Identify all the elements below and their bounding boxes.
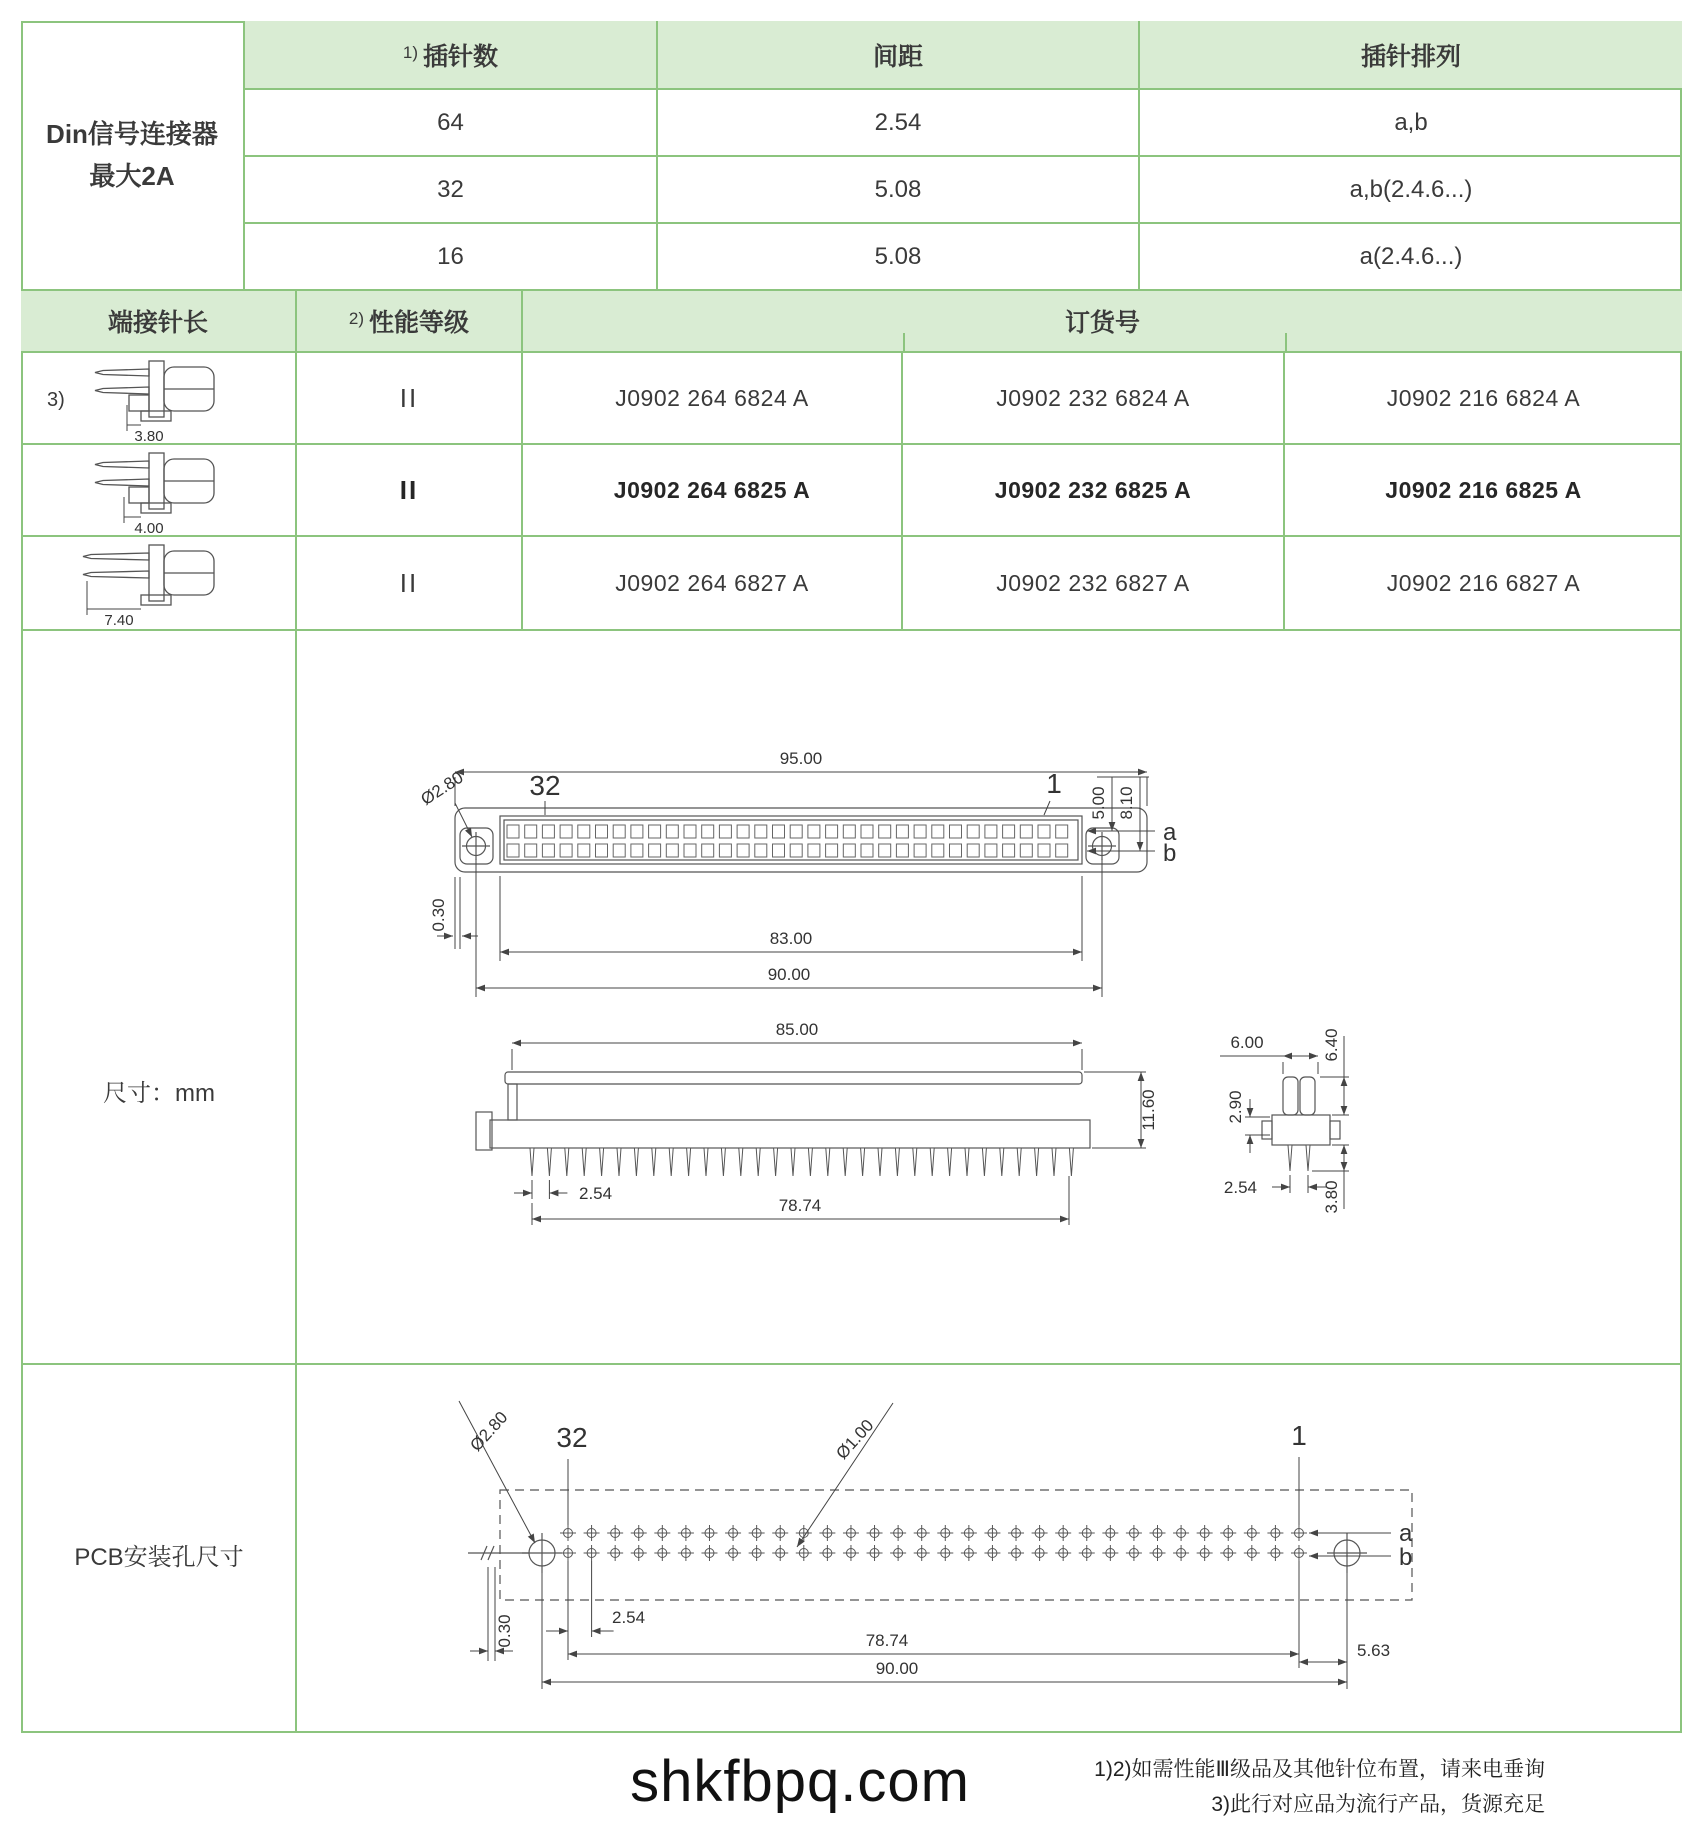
dim-6: 6.00 [1230, 1033, 1264, 1052]
grade-cell-1: II [297, 353, 523, 445]
order-64-row3: J0902 264 6827 A [523, 537, 903, 631]
pcb-dim-2-54: 2.54 [612, 1608, 646, 1627]
label-row-b: b [1163, 840, 1177, 867]
arrange-16: a(2.4.6...) [1140, 224, 1682, 291]
header-pin-length: 端接针长 [21, 291, 297, 353]
pcb-label: PCB安装孔尺寸 [74, 1544, 244, 1571]
end-view [1262, 1077, 1340, 1171]
dim-83: 83.00 [769, 929, 813, 948]
contact-row-b [507, 844, 1068, 857]
label-pin1: 1 [1046, 768, 1062, 799]
pcb-dim-90: 90.00 [875, 1659, 919, 1678]
pcb-label-pin1: 1 [1291, 1420, 1307, 1451]
header-pitch: 间距 [658, 21, 1140, 90]
order-32-row2: J0902 232 6825 A [903, 445, 1285, 537]
order-64-row2: J0902 264 6825 A [523, 445, 903, 537]
dim-2-90: 2.90 [1226, 1090, 1245, 1124]
pin-length-icon-4.00 [77, 445, 252, 537]
contact-row-a [507, 825, 1068, 838]
pcb-label-row-b: b [1399, 1544, 1413, 1571]
pcb-geometry [468, 1490, 1412, 1600]
dim-hole-dia: Ø2.80 [417, 767, 467, 809]
pin-length-cell-1 [21, 353, 297, 445]
dim-85: 85.00 [775, 1020, 819, 1039]
pitch-64: 2.54 [658, 90, 1140, 157]
grade-cell-2: II [297, 445, 523, 537]
pcb-dim-5-63: 5.63 [1357, 1641, 1391, 1660]
pcb-hole-row-b [560, 1545, 1307, 1561]
product-name: Din信号连接器 [46, 119, 218, 149]
label-pin32: 32 [529, 770, 561, 801]
dim-78-74: 78.74 [778, 1196, 822, 1215]
pcb-dims [459, 1401, 1391, 1689]
icon-dim-label: 4.00 [134, 520, 164, 537]
dim-8-10: 8.10 [1117, 786, 1136, 820]
header-divider-2 [1285, 333, 1287, 353]
grade-cell-3: II [297, 537, 523, 631]
header-pin-count: $^{1)}$ 插针数 [245, 21, 658, 90]
dim-end-pitch: 2.54 [1223, 1178, 1257, 1197]
product-title-cell [21, 21, 245, 291]
label-row-a: a [1163, 819, 1177, 846]
dim-0-30: 0.30 [429, 898, 448, 932]
pcb-dim-0-30: 0.30 [495, 1614, 514, 1648]
product-rating: 最大2A [89, 161, 175, 191]
dim-side-pitch: 2.54 [579, 1184, 613, 1203]
pins-32: 32 [245, 157, 658, 224]
pins-16: 16 [245, 224, 658, 291]
arrange-64: a,b [1140, 90, 1682, 157]
order-32-row3: J0902 232 6827 A [903, 537, 1285, 631]
dims-label-cell [21, 631, 297, 1365]
dim-95: 95.00 [779, 749, 823, 768]
footnotes [1094, 1752, 1545, 1822]
footnote-ref-3: 3) [47, 389, 65, 411]
header-divider-1 [903, 333, 905, 353]
pcb-label-pin32: 32 [556, 1422, 588, 1453]
order-16-row2: J0902 216 6825 A [1285, 445, 1682, 537]
pcb-dim-78-74: 78.74 [865, 1631, 909, 1650]
pin-row [530, 1148, 1073, 1176]
pins-64: 64 [245, 90, 658, 157]
dim-11-60: 11.60 [1139, 1089, 1158, 1131]
order-16-row1: J0902 216 6824 A [1285, 353, 1682, 445]
header-order-number: 订货号 [523, 291, 1682, 353]
pcb-label-row-a: a [1399, 1520, 1413, 1547]
pcb-dim-hole-dia: Ø2.80 [466, 1407, 512, 1455]
pcb-label-cell [21, 1365, 297, 1733]
arrange-32: a,b(2.4.6...) [1140, 157, 1682, 224]
front-view [455, 808, 1147, 872]
order-32-row1: J0902 232 6824 A [903, 353, 1285, 445]
header-grade: $^{2)}$ 性能等级 [297, 291, 523, 353]
icon-dim-label: 7.40 [104, 612, 134, 629]
footnote-1: 1)2)如需性能Ⅲ级品及其他针位布置，请来电垂询 [1094, 1758, 1545, 1781]
pin-length-icon-3.80 [77, 353, 252, 445]
pitch-16: 5.08 [658, 224, 1140, 291]
side-view [476, 1072, 1090, 1176]
header-arrangement: 插针排列 [1140, 21, 1682, 90]
dim-5: 5.00 [1089, 786, 1108, 820]
footnote-ref-2: 2) [348, 309, 365, 328]
footnote-2: 3)此行对应品为流行产品，货源充足 [1211, 1793, 1545, 1816]
pin-length-icon-7.40 [77, 537, 252, 629]
order-16-row3: J0902 216 6827 A [1285, 537, 1682, 631]
footnote-ref-1: 1) [402, 42, 419, 62]
icon-dim-label: 3.80 [134, 428, 164, 445]
dim-90: 90.00 [767, 965, 811, 984]
pitch-32: 5.08 [658, 157, 1140, 224]
dim-6-40: 6.40 [1322, 1028, 1341, 1062]
dimension-drawings [297, 631, 1682, 1365]
pin-length-cell-2 [21, 445, 297, 537]
dims-label: 尺寸：mm [103, 1080, 215, 1107]
pcb-drawing [297, 1365, 1682, 1733]
website-link[interactable]: shkfbpq.com [630, 1749, 970, 1814]
dim-3-80: 3.80 [1322, 1180, 1341, 1214]
pin-length-cell-3 [21, 537, 297, 631]
order-64-row1: J0902 264 6824 A [523, 353, 903, 445]
front-view-dims [437, 772, 1155, 997]
pcb-hole-row-a [560, 1525, 1307, 1541]
pcb-dim-pinhole-dia: Ø1.00 [832, 1415, 878, 1463]
